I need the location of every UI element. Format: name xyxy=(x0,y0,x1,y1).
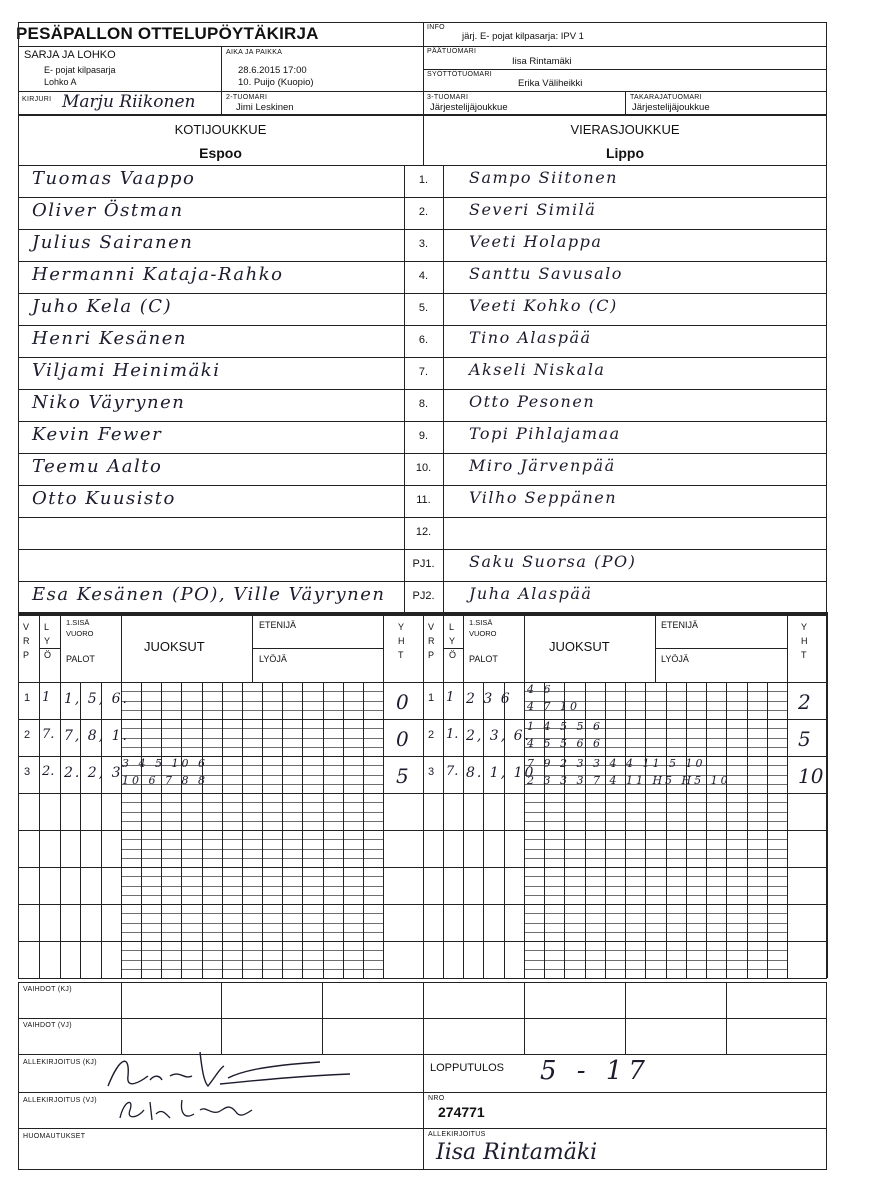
away-team-label: VIERASJOUKKUE xyxy=(570,122,680,137)
tuomari3-value: Järjestelijäjoukkue xyxy=(430,102,508,113)
roster-number: PJ2. xyxy=(412,590,435,602)
aika-line1: 28.6.2015 17:00 xyxy=(238,65,307,76)
away-player-name: Veeti Holappa xyxy=(469,232,603,251)
nro-value: 274771 xyxy=(438,1104,485,1120)
info-value: järj. E- pojat kilpasarja: IPV 1 xyxy=(462,31,584,42)
away-player-name: Miro Järvenpää xyxy=(469,456,616,475)
roster-number: 10. xyxy=(415,462,432,474)
period-total: 5 xyxy=(798,727,811,751)
period-number: 3 xyxy=(24,766,31,778)
aika-label: AIKA JA PAIKKA xyxy=(226,49,283,56)
period-number: 2 xyxy=(428,729,435,741)
roster-number: 1. xyxy=(418,174,429,186)
signature-vj xyxy=(110,1092,270,1128)
away-player-name: Tino Alaspää xyxy=(469,328,592,347)
away-team-name: Lippo xyxy=(605,145,645,161)
huomautukset-label: HUOMAUTUKSET xyxy=(23,1133,86,1140)
syotto-label: SYÖTTÖTUOMARI xyxy=(427,71,492,78)
roster-number: 4. xyxy=(418,270,429,282)
roster-number: 11. xyxy=(416,494,431,506)
roster-number: 5. xyxy=(418,302,429,314)
away-score-header: V R P L Y Ö 1.SISÄ VUORO PALOT JUOKSUT ETENIJÄ LYÖJÄ Y H T xyxy=(428,618,808,664)
period-start-batter: 7. xyxy=(446,764,459,779)
home-team-label: KOTIJOUKKUE xyxy=(174,122,267,137)
period-palot: 1, 5, 6. xyxy=(64,691,129,707)
period-juoksut-lyoja: 2 3 3 3 7 4 11 H5 H5 10 xyxy=(527,774,731,787)
period-palot: 7, 8, 1. xyxy=(64,728,129,744)
period-total: 2 xyxy=(798,690,811,714)
period-number: 1 xyxy=(428,692,435,704)
away-player-name: Vilho Seppänen xyxy=(469,488,618,507)
home-player-name: Kevin Fewer xyxy=(32,424,163,445)
period-start-batter: 1 xyxy=(42,690,51,705)
roster-number: 6. xyxy=(418,334,429,346)
home-team-name: Espoo xyxy=(199,145,242,161)
home-player-name: Hermanni Kataja-Rahko xyxy=(32,264,284,285)
roster-number: 12. xyxy=(415,526,432,538)
period-juoksut-lyoja: 10 6 7 8 8 xyxy=(122,774,208,787)
away-player-name: Veeti Kohko (C) xyxy=(469,296,618,315)
page-title: PESÄPALLON OTTELUPÖYTÄKIRJA xyxy=(16,24,319,43)
home-player-name: Otto Kuusisto xyxy=(32,488,176,509)
allekirjoitus-value: Iisa Rintamäki xyxy=(436,1140,598,1165)
period-number: 1 xyxy=(24,692,31,704)
period-number: 2 xyxy=(24,729,31,741)
sarja-label: SARJA JA LOHKO xyxy=(24,49,116,61)
paatuomari-label: PÄÄTUOMARI xyxy=(427,48,477,55)
home-player-name: Niko Väyrynen xyxy=(32,392,186,413)
away-player-name: Topi Pihlajamaa xyxy=(469,424,621,443)
period-palot: 2. 2, 3 xyxy=(64,765,123,781)
period-total: 0 xyxy=(396,690,409,714)
period-start-batter: 7. xyxy=(42,727,55,742)
syotto-value: Erika Väliheikki xyxy=(518,78,583,89)
away-player-name: Akseli Niskala xyxy=(469,360,606,379)
away-player-name: Otto Pesonen xyxy=(469,392,596,411)
tuomari3-label: 3-TUOMARI xyxy=(427,94,469,101)
away-player-name: Santtu Savusalo xyxy=(469,264,623,283)
period-total: 10 xyxy=(798,764,824,788)
period-juoksut-etenija: 4 6 xyxy=(527,683,554,696)
roster-number: 3. xyxy=(418,238,429,250)
paatuomari-value: Iisa Rintamäki xyxy=(512,56,572,67)
away-player-name: Sampo Siitonen xyxy=(469,168,618,187)
tuomari2-label: 2-TUOMARI xyxy=(226,94,268,101)
kirjuri-value: Marju Riikonen xyxy=(62,92,196,112)
lopputulos-value: 5 - 17 xyxy=(540,1056,651,1086)
home-player-name: Tuomas Vaappo xyxy=(32,168,196,189)
home-player-name: Viljami Heinimäki xyxy=(32,360,221,381)
roster-number: 9. xyxy=(418,430,429,442)
away-player-name: Saku Suorsa (PO) xyxy=(469,552,637,571)
period-juoksut-lyoja: 4 7 10 xyxy=(527,700,580,713)
vaihdot-kj-label: VAIHDOT (KJ) xyxy=(23,986,72,993)
home-player-name: Oliver Östman xyxy=(32,200,184,221)
aika-line2: 10. Puijo (Kuopio) xyxy=(238,77,314,88)
signature-kj xyxy=(100,1046,360,1096)
roster-number: 7. xyxy=(418,366,429,378)
home-player-name: Juho Kela (C) xyxy=(32,296,173,317)
lopputulos-label: LOPPUTULOS xyxy=(430,1062,504,1074)
home-player-name: Julius Sairanen xyxy=(32,232,194,253)
period-juoksut-lyoja: 4 5 5 6 6 xyxy=(527,737,603,750)
kirjuri-label: KIRJURI xyxy=(22,96,52,103)
home-score-header: V R P L Y Ö 1.SISÄ VUORO PALOT JUOKSUT ETENIJÄ LYÖJÄ Y H T xyxy=(23,618,405,664)
roster-number: PJ1. xyxy=(412,558,435,570)
allekirjoitus-label: ALLEKIRJOITUS xyxy=(428,1131,486,1138)
period-number: 3 xyxy=(428,766,435,778)
nro-label: NRO xyxy=(428,1095,445,1102)
period-start-batter: 2. xyxy=(42,764,55,779)
vaihdot-vj-label: VAIHDOT (VJ) xyxy=(23,1022,72,1029)
takaraja-label: TAKARAJATUOMARI xyxy=(630,94,702,101)
period-total: 5 xyxy=(396,764,409,788)
period-palot: 2 3 6 xyxy=(466,691,512,707)
roster-number: 2. xyxy=(418,206,429,218)
takaraja-value: Järjestelijäjoukkue xyxy=(632,102,710,113)
period-palot: 8. 1, 10 xyxy=(466,765,536,781)
info-label: INFO xyxy=(427,24,445,31)
period-juoksut-etenija: 7 9 2 3 3 4 4 11 5 10 xyxy=(527,757,706,770)
home-player-name: Teemu Aalto xyxy=(32,456,163,477)
period-juoksut-etenija: 3 4 5 10 6 xyxy=(122,757,208,770)
sarja-line1: E- pojat kilpasarja xyxy=(44,65,116,75)
roster-number: 8. xyxy=(418,398,429,410)
allek-vj-label: ALLEKIRJOITUS (VJ) xyxy=(23,1097,97,1104)
period-total: 0 xyxy=(396,727,409,751)
period-palot: 2, 3, 6. xyxy=(466,728,531,744)
home-player-name: Henri Kesänen xyxy=(32,328,187,349)
period-juoksut-etenija: 1 4 5 5 6 xyxy=(527,720,603,733)
period-start-batter: 1. xyxy=(446,727,459,742)
tuomari2-value: Jimi Leskinen xyxy=(236,102,294,113)
period-start-batter: 1 xyxy=(446,690,455,705)
sarja-line2: Lohko A xyxy=(44,77,77,87)
away-player-name: Severi Similä xyxy=(469,200,597,219)
allek-kj-label: ALLEKIRJOITUS (KJ) xyxy=(23,1059,97,1066)
away-player-name: Juha Alaspää xyxy=(469,584,593,603)
home-player-name: Esa Kesänen (PO), Ville Väyrynen xyxy=(32,584,386,605)
